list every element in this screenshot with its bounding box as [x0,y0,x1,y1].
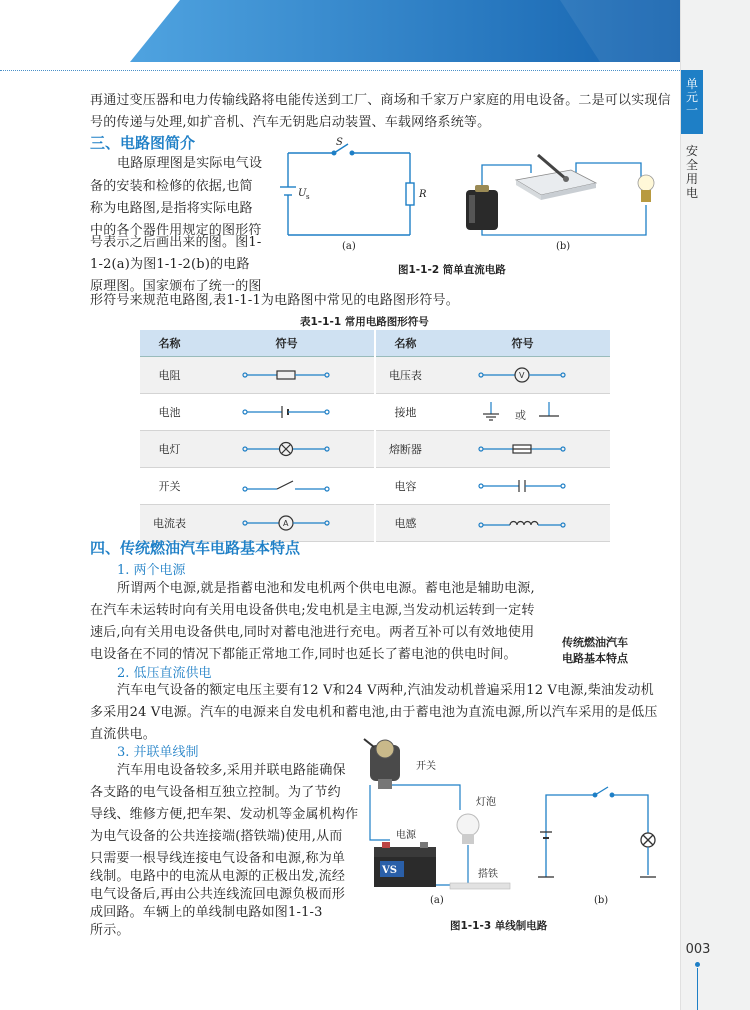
para2-line: 直流供电。 [90,727,157,742]
ignition-switch-image [364,739,400,789]
table-row [140,357,610,394]
column-header: 符号 [435,330,610,357]
section-3-heading: 三、电路图简介 [90,134,196,152]
label-power: 电源 [396,830,416,841]
para1-line: 所谓两个电源,就是指蓄电池和发电机两个供电电源。蓄电池是辅助电源, [117,581,535,596]
symbol-inductor [435,505,610,542]
symbol-ammeter [199,505,375,542]
symbol-name-inductor: 电感 [375,505,435,542]
side-tab-topic: 安全用电 [685,144,698,200]
label-bulb: 灯泡 [476,797,496,808]
section-3-line: 电路原理图是实际电气设 [117,156,263,171]
side-note-line-1: 传统燃油汽车 [562,636,628,649]
table-row [140,505,610,542]
light-bulb-image [457,814,479,844]
column-header: 名称 [140,330,199,357]
symbol-resistor [199,357,375,394]
symbol-capacitor [435,468,610,505]
ground-or-text: 或 [515,409,527,422]
figure-1-1-2-caption: 图1-1-2 简单直流电路 [398,264,506,276]
para3-line: 各支路的电气设备相互独立控制。为了节约 [90,785,341,800]
column-header: 名称 [375,330,435,357]
subsection-2-heading: 2. 低压直流供电 [117,666,212,681]
para1-line: 速后,向有关用电设备供电,同时对蓄电池进行充电。两者互补可以有效地使用 [90,625,535,640]
subfigure-b-label: (b) [594,895,609,906]
section-3-line: 中的各个器件用规定的图形符 [90,223,262,238]
symbol-name-ammeter: 电流表 [140,505,199,542]
side-tab-unit: 单元一 [681,70,703,134]
subfigure-a-label: (a) [342,241,356,252]
ground-strip [450,883,510,889]
symbol-name-lamp: 电灯 [140,431,199,468]
column-header: 符号 [199,330,375,357]
symbol-voltmeter [435,357,610,394]
single-wire-circuit-schematic [538,787,656,877]
figure-1-1-3 [350,735,670,910]
label-switch: 开关 [416,761,436,772]
symbol-name-switch: 开关 [140,468,199,505]
header-dotted-rule [0,70,680,71]
para3-line: 只需要一根导线连接电气设备和电源,称为单 [90,851,346,866]
intro-line-2: 号的传递与处理,如扩音机、汽车无钥匙启动装置、车载网络系统等。 [90,115,491,130]
table-row [140,394,610,431]
side-note-line-2: 电路基本特点 [562,652,628,665]
para1-line: 电设备在不同的情况下都能正常地工作,同时也延长了蓄电池的供电时间。 [90,647,517,662]
subfigure-a-label: (a) [430,895,444,906]
para2-line: 多采用24 V电源。汽车的电源来自发电机和蓄电池,由于蓄电池为直流电源,所以汽车采用的是低压 [90,705,658,720]
table-row [140,468,610,505]
symbol-ground [435,394,610,431]
symbol-name-capacitor: 电容 [375,468,435,505]
symbol-battery [199,394,375,431]
para3-line: 汽车用电设备较多,采用并联电路能确保 [117,763,346,778]
page-number-dot [695,962,700,967]
page-header-band [0,0,750,72]
para3-line: 所示。 [90,923,130,938]
label-resistor-r: R [419,189,427,200]
symbol-name-ground: 接地 [375,394,435,431]
table-row [140,431,610,468]
circuit-symbols-table [140,330,610,542]
subsection-1-heading: 1. 两个电源 [117,563,186,578]
para3-line: 线制。电路中的电流从电源的正极出发,流经 [90,869,346,884]
figure-1-1-2 [276,135,676,265]
voltmeter-v-glyph: V [519,371,525,380]
section-3-line: 形符号来规范电路图,表1-1-1为电路图中常见的电路图形符号。 [90,293,459,308]
label-source-u-sub: s [306,193,310,201]
side-tab [680,0,750,1010]
subfigure-b-label: (b) [556,241,571,252]
table-header-row [140,330,610,357]
figure-1-1-3-caption: 图1-1-3 单线制电路 [450,920,548,932]
table-1-1-1-caption: 表1-1-1 常用电路图形符号 [300,316,429,328]
label-switch-s: S [336,137,343,148]
para1-line: 在汽车未运转时向有关用电设备供电;发电机是主电源,当发动机运转到一定转 [90,603,535,618]
page-number-line [697,968,698,1010]
car-battery-image [374,842,436,887]
ammeter-a-glyph: A [283,519,289,528]
para3-line: 成回路。车辆上的单线制电路如图1-1-3 [90,905,323,920]
symbol-name-fuse: 熔断器 [375,431,435,468]
subsection-3-heading: 3. 并联单线制 [117,745,199,760]
section-4-heading: 四、传统燃油汽车电路基本特点 [90,539,301,557]
symbol-name-resistor: 电阻 [140,357,199,394]
para3-line: 为电气设备的公共连接端(搭铁端)使用,从而 [90,829,343,844]
section-3-line: 称为电路图,是指将实际电路 [90,201,253,216]
para3-line: 导线、维修方便,把车架、发动机等金属机构作 [90,807,359,822]
symbol-fuse [435,431,610,468]
symbol-lamp [199,431,375,468]
symbol-name-voltmeter: 电压表 [375,357,435,394]
section-3-line: 备的安装和检修的依据,也简 [90,179,253,194]
para2-line: 汽车电气设备的额定电压主要有12 V和24 V两种,汽油发动机普遍采用12 V电源,柴油发动机 [117,683,654,698]
page-number: 003 [685,942,711,957]
label-source-u: U [298,188,307,199]
symbol-name-battery: 电池 [140,394,199,431]
para3-line: 电气设备后,再由公共连线流回电源负极而形 [90,887,346,902]
section-3-line: 1-2(a)为图1-1-2(b)的电路 [90,257,250,272]
label-ground: 搭铁 [478,869,498,880]
symbol-switch [199,468,375,505]
section-3-line: 号表示之后画出来的图。图1- [90,235,262,250]
single-wire-circuit-photo [364,739,510,889]
intro-line-1: 再通过变压器和电力传输线路将电能传送到工厂、商场和千家万户家庭的用电设备。二是可以实现信 [90,93,671,108]
section-3-line: 原理图。国家颁布了统一的图 [90,279,262,294]
simple-dc-circuit-photo [466,155,654,235]
battery-brand-label: VS [382,865,397,876]
